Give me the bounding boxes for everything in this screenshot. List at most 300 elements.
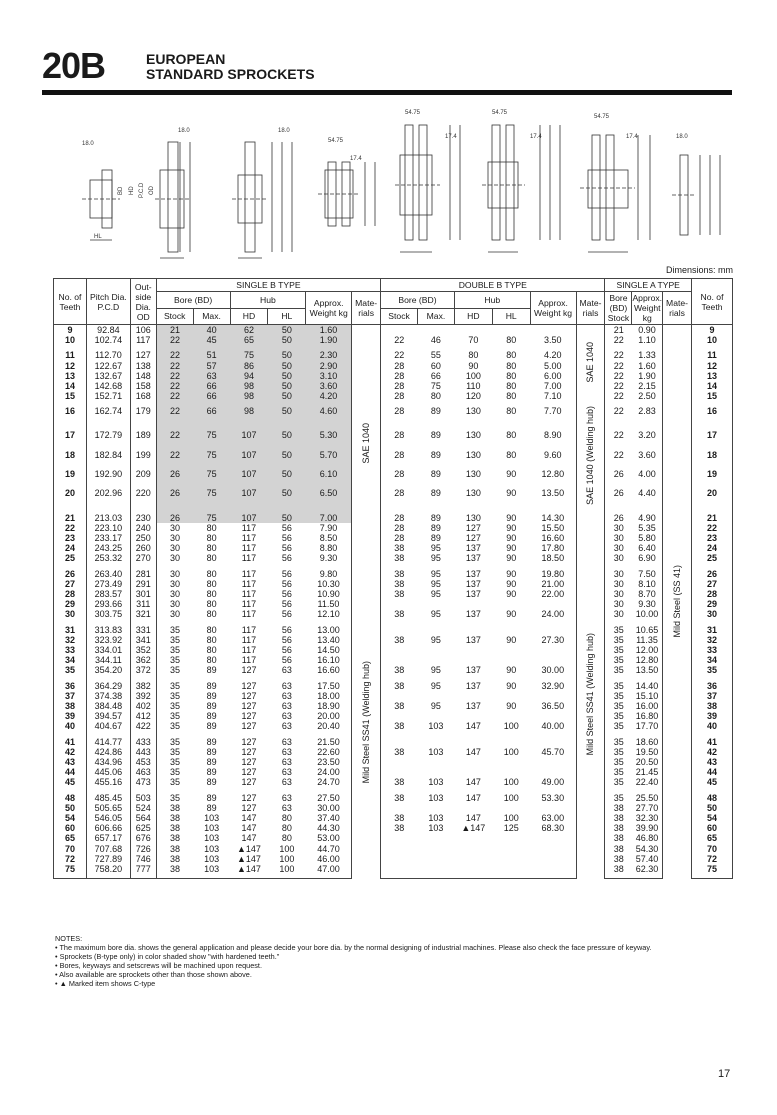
table-row [54, 533, 733, 543]
table-cell: 12.10 [317, 609, 340, 620]
table-cell: 35 [156, 665, 193, 675]
table-cell: 35 [156, 788, 193, 803]
header-single-b: SINGLE B TYPE [156, 279, 380, 292]
table-cell: 19.50 [635, 746, 659, 757]
table-cell: 22 [605, 401, 632, 430]
table-cell: 28 [381, 430, 418, 449]
table-cell: 26 [156, 469, 193, 488]
table-cell [492, 803, 530, 813]
table-cell [492, 711, 530, 721]
table-cell: 27.30 [541, 634, 565, 645]
table-cell: 334.01 [86, 645, 130, 655]
table-cell: 89 [430, 406, 441, 417]
materials-cell [352, 325, 381, 564]
table-cell [530, 767, 576, 777]
header-db-weight: Approx. Weight kg [530, 292, 576, 325]
table-cell: 50 [268, 371, 306, 381]
table-cell [492, 325, 530, 336]
table-cell [418, 833, 455, 843]
table-cell: 26 [156, 488, 193, 507]
table-cell: ▲147 [461, 823, 486, 834]
table-cell: 28 [54, 589, 87, 599]
note-item: • Sprockets (B-type only) in color shaded show "with hardened teeth." [55, 952, 280, 961]
table-cell: 230 [130, 508, 156, 523]
table-cell: 30.00 [317, 802, 340, 813]
table-cell [381, 691, 418, 701]
table-cell: 107 [230, 469, 268, 488]
table-cell: 341 [130, 635, 156, 645]
table-cell: 38 [381, 823, 418, 833]
table-cell: 21.00 [541, 578, 565, 589]
table-row [54, 854, 733, 864]
table-cell: 2.90 [306, 361, 352, 371]
table-cell: 75 [193, 508, 230, 523]
materials-label: Mild Steel SS41 (Welding hub) [585, 633, 596, 756]
table-cell: 30 [156, 579, 193, 589]
table-cell [530, 325, 576, 336]
table-cell: 72 [54, 854, 87, 864]
table-cell: 323.92 [86, 635, 130, 645]
table-cell [454, 691, 492, 701]
table-cell: 10.30 [317, 578, 340, 589]
table-cell: 94 [230, 371, 268, 381]
table-cell: 35 [156, 747, 193, 757]
drawing-double-b-1 [318, 138, 375, 226]
table-cell [418, 864, 455, 879]
table-cell: 657.17 [86, 833, 130, 843]
table-cell: 273.49 [86, 579, 130, 589]
table-cell: 38 [381, 589, 418, 599]
table-cell: 35 [156, 777, 193, 787]
table-cell: 36 [54, 676, 87, 691]
table-cell: 80 [506, 335, 517, 346]
table-cell [530, 803, 576, 813]
table-cell: 27 [54, 579, 87, 589]
table-cell: 30 [605, 543, 632, 553]
table-row [54, 599, 733, 609]
table-row [54, 430, 733, 449]
table-cell: 117 [241, 522, 257, 533]
table-cell: 117 [241, 634, 257, 645]
table-cell: 32 [54, 635, 87, 645]
table-cell: 13.00 [317, 624, 340, 635]
header-teeth-right: No. of Teeth [692, 279, 733, 325]
table-cell: 90 [506, 488, 517, 499]
table-cell: 30 [692, 609, 733, 619]
table-cell: 103 [428, 777, 444, 788]
table-cell: 16.60 [541, 532, 565, 543]
table-cell: 22 [156, 430, 193, 449]
table-cell: 22 [381, 345, 418, 360]
table-cell: 33 [54, 645, 87, 655]
table-row [54, 844, 733, 854]
table-cell: 4.90 [638, 512, 656, 523]
table-row [54, 553, 733, 563]
table-cell: 39.90 [635, 823, 659, 834]
table-cell: 20 [692, 488, 733, 507]
table-cell: 89 [206, 802, 217, 813]
table-cell: 38 [381, 665, 418, 675]
table-cell: 130 [465, 430, 481, 441]
table-row [54, 523, 733, 533]
svg-text:BD: BD [118, 186, 124, 195]
table-cell: 10.65 [635, 624, 659, 635]
table-cell [492, 854, 530, 864]
table-cell: 38 [381, 788, 418, 803]
table-cell: 35 [605, 747, 632, 757]
table-cell: 127 [241, 746, 257, 757]
table-cell: 80 [506, 381, 517, 392]
table-cell: 38 [156, 823, 193, 833]
table-cell: 75 [230, 345, 268, 360]
table-cell: 4.00 [638, 468, 656, 479]
table-cell: 209 [130, 469, 156, 488]
table-cell: 63 [281, 680, 292, 691]
table-cell: 68.30 [541, 823, 565, 834]
table-cell: 12.80 [541, 468, 565, 479]
table-cell: 60 [430, 360, 441, 371]
table-cell: 162.74 [86, 401, 130, 430]
table-cell: 777 [130, 864, 156, 879]
table-cell [492, 655, 530, 665]
table-cell: 54.30 [635, 843, 659, 854]
table-cell: 34 [692, 655, 733, 665]
table-cell: 103 [204, 833, 220, 844]
table-cell: 95 [430, 588, 441, 599]
table-cell: 18.90 [317, 700, 340, 711]
table-cell: 18 [692, 450, 733, 469]
table-cell: 263.40 [86, 564, 130, 579]
table-cell: 38 [381, 701, 418, 711]
table-cell: 90 [506, 588, 517, 599]
table-cell: 51 [193, 345, 230, 360]
table-cell [454, 325, 492, 336]
table-row [54, 833, 733, 843]
table-cell: 39 [54, 711, 87, 721]
table-cell: 28 [381, 381, 418, 391]
table-cell: 75 [692, 864, 733, 879]
table-cell: 80 [506, 449, 517, 460]
table-cell: 98 [230, 391, 268, 401]
table-cell: 21 [692, 508, 733, 523]
table-cell: 38 [605, 803, 632, 813]
table-cell: 117 [130, 335, 156, 345]
table-cell: 40 [54, 721, 87, 731]
table-cell: 27.70 [635, 802, 659, 813]
table-cell: 27.50 [317, 792, 340, 803]
table-cell: 35 [605, 635, 632, 645]
table-cell: 80 [206, 568, 217, 579]
table-cell: 63 [281, 757, 292, 767]
table-cell: 727.89 [86, 854, 130, 864]
table-cell: 30 [156, 553, 193, 563]
table-cell: 331 [130, 620, 156, 635]
table-cell: 13.50 [635, 665, 659, 676]
table-cell: 35 [54, 665, 87, 675]
table-cell: 6.50 [306, 488, 352, 507]
table-cell: 42 [54, 747, 87, 757]
table-cell: 505.65 [86, 803, 130, 813]
table-cell: 137 [465, 700, 481, 711]
table-cell: 35 [605, 788, 632, 803]
table-cell: 137 [465, 588, 481, 599]
table-cell: 463 [130, 767, 156, 777]
table-cell: 127 [241, 665, 257, 676]
svg-text:18.0: 18.0 [278, 128, 290, 134]
table-cell [418, 854, 455, 864]
svg-text:17.4: 17.4 [530, 134, 542, 140]
table-cell: 98 [230, 401, 268, 430]
table-cell: 80 [506, 391, 517, 402]
table-cell: 0.90 [638, 325, 656, 335]
table-cell: 50 [268, 401, 306, 430]
drawing-single-b-3 [232, 128, 292, 258]
table-cell: 103 [428, 792, 444, 803]
materials-label: SAE 1040 [585, 341, 596, 383]
table-cell: 66 [193, 381, 230, 391]
table-cell: 117 [241, 543, 257, 554]
table-cell: 44.30 [317, 823, 340, 834]
table-cell [418, 844, 455, 854]
table-cell: 89 [206, 757, 217, 767]
table-cell: 12 [54, 361, 87, 371]
table-cell: 303.75 [86, 609, 130, 619]
table-cell: 12.00 [635, 644, 659, 655]
table-cell: 127 [241, 680, 257, 691]
table-cell: 25.50 [635, 792, 659, 803]
table-cell: 66 [193, 391, 230, 401]
table-cell: 137 [465, 553, 481, 564]
table-cell: 28 [381, 371, 418, 381]
table-cell [492, 599, 530, 609]
table-cell: 22 [156, 361, 193, 371]
header-single-a: SINGLE A TYPE [605, 279, 692, 292]
table-cell: 6.10 [306, 469, 352, 488]
table-cell: 7.00 [544, 381, 562, 392]
table-cell: 38 [381, 676, 418, 691]
table-cell: 60 [692, 823, 733, 833]
table-cell: 22 [605, 345, 632, 360]
table-cell: 117 [241, 588, 257, 599]
table-cell: 90 [506, 522, 517, 533]
table-row [54, 655, 733, 665]
table-cell: 35 [156, 676, 193, 691]
table-cell: 20 [54, 488, 87, 507]
table-cell: 89 [206, 767, 217, 778]
table-cell: 22.60 [317, 746, 340, 757]
table-cell: 17 [692, 430, 733, 449]
table-cell: 19.80 [541, 568, 565, 579]
table-cell: 24 [54, 543, 87, 553]
table-cell: 202.96 [86, 488, 130, 507]
table-cell: 80 [506, 430, 517, 441]
table-cell: 455.16 [86, 777, 130, 787]
table-cell: 117 [241, 609, 257, 620]
svg-text:54.75: 54.75 [492, 110, 508, 116]
table-cell: 89 [430, 468, 441, 479]
table-cell: 1.90 [306, 335, 352, 345]
table-cell: 30 [605, 523, 632, 533]
table-cell: 80 [206, 578, 217, 589]
table-cell: 103 [428, 823, 444, 834]
table-cell: 25 [54, 553, 87, 563]
table-cell: 344.11 [86, 655, 130, 665]
table-cell: 43 [692, 757, 733, 767]
table-cell: 80 [206, 522, 217, 533]
table-cell: 80 [506, 370, 517, 381]
table-cell: 40 [193, 325, 230, 336]
table-cell: 30 [605, 564, 632, 579]
table-cell: 5.35 [638, 522, 656, 533]
table-cell: 90 [506, 700, 517, 711]
table-cell: 18 [54, 450, 87, 469]
table-cell: 424.86 [86, 747, 130, 757]
table-cell: 17.50 [317, 680, 340, 691]
table-cell: 21.45 [635, 767, 659, 778]
table-cell: 65 [54, 833, 87, 843]
table-cell: 66 [430, 370, 441, 381]
table-cell: 89 [206, 736, 217, 747]
table-row [54, 757, 733, 767]
table-cell: 6.40 [638, 543, 656, 554]
table-cell: 2.50 [638, 391, 656, 402]
header-db-hl: HL [492, 308, 530, 325]
table-cell: 106 [130, 325, 156, 336]
header-db-hub: Hub [454, 292, 530, 309]
table-cell: 147 [465, 721, 481, 732]
table-row [54, 691, 733, 701]
table-cell: 62 [230, 325, 268, 336]
table-cell: 63 [281, 767, 292, 778]
table-cell: 30 [605, 599, 632, 609]
table-cell: 89 [206, 792, 217, 803]
table-cell: 65 [692, 833, 733, 843]
table-cell [530, 691, 576, 701]
table-cell [454, 732, 492, 747]
table-cell: 110 [466, 381, 481, 392]
table-cell: 38 [156, 813, 193, 823]
table-cell: 3.20 [638, 430, 656, 441]
header-sb-hd: HD [230, 308, 268, 325]
table-row [54, 391, 733, 401]
table-cell: 26 [605, 508, 632, 523]
spec-table-body [54, 325, 733, 879]
table-cell: 6.90 [638, 553, 656, 564]
table-cell [381, 325, 418, 336]
table-cell: 92.84 [86, 325, 130, 336]
table-cell: 18.60 [635, 736, 659, 747]
table-cell: 9.30 [319, 553, 338, 564]
table-cell [381, 645, 418, 655]
table-cell: 38 [605, 864, 632, 879]
table-cell: 100 [279, 853, 295, 864]
table-cell [530, 864, 576, 879]
table-row [54, 361, 733, 371]
table-cell [530, 757, 576, 767]
table-cell: 37.40 [317, 813, 340, 824]
table-cell: 22 [156, 345, 193, 360]
table-cell: 707.68 [86, 844, 130, 854]
table-cell: 35 [605, 676, 632, 691]
table-cell: 127 [465, 532, 481, 543]
table-cell: 213.03 [86, 508, 130, 523]
table-cell: 89 [206, 680, 217, 691]
table-cell: 35 [605, 701, 632, 711]
table-cell: 35 [156, 635, 193, 645]
table-cell: 1.60 [638, 360, 656, 371]
table-cell: 41 [54, 732, 87, 747]
table-cell: 89 [206, 700, 217, 711]
table-cell: 321 [130, 609, 156, 619]
table-cell: 28 [381, 488, 418, 507]
table-cell: 35 [156, 767, 193, 777]
svg-text:18.0: 18.0 [178, 128, 190, 134]
table-cell: 8.80 [319, 543, 338, 554]
table-cell: 168 [130, 391, 156, 401]
table-cell [381, 757, 418, 767]
materials-label: Mild Steel SS41 (Welding hub) [361, 661, 372, 784]
svg-text:54.75: 54.75 [405, 110, 421, 116]
table-cell: 38 [381, 747, 418, 757]
table-cell: 89 [206, 665, 217, 676]
table-cell: 35 [605, 777, 632, 787]
table-cell: 63 [281, 700, 292, 711]
table-cell: 127 [241, 700, 257, 711]
table-cell: 30 [605, 589, 632, 599]
table-cell: 758.20 [86, 864, 130, 879]
table-cell: 16 [54, 401, 87, 430]
table-cell: 63 [193, 371, 230, 381]
table-cell: 30 [156, 599, 193, 609]
table-cell: 11.50 [317, 599, 340, 610]
table-cell: 103 [428, 721, 444, 732]
svg-text:17.4: 17.4 [445, 134, 457, 140]
table-cell: 89 [206, 721, 217, 732]
table-cell: 223.10 [86, 523, 130, 533]
table-cell [418, 655, 455, 665]
table-cell: 89 [206, 690, 217, 701]
table-cell: 8.50 [319, 532, 338, 543]
header-rule [42, 90, 732, 95]
table-cell: 5.00 [544, 360, 562, 371]
table-cell: 15 [54, 391, 87, 401]
table-cell [454, 833, 492, 843]
table-cell: 30 [156, 543, 193, 553]
table-cell [381, 833, 418, 843]
series-subtitle: EUROPEAN STANDARD SPROCKETS [146, 51, 315, 82]
table-cell: 127 [241, 767, 257, 778]
table-cell: 80 [206, 588, 217, 599]
table-cell: 22 [156, 335, 193, 345]
table-cell: 11 [54, 345, 87, 360]
table-cell: 147 [241, 813, 257, 824]
table-cell [454, 711, 492, 721]
table-cell [381, 864, 418, 879]
table-cell: 2.15 [638, 381, 656, 392]
header-pitch: Pitch Dia. P.C.D [86, 279, 130, 325]
table-cell: 21 [156, 325, 193, 336]
table-cell: 50 [268, 335, 306, 345]
table-cell: 313.83 [86, 620, 130, 635]
table-cell: 35 [156, 711, 193, 721]
table-cell: 1.60 [306, 325, 352, 336]
table-cell: 22 [156, 401, 193, 430]
table-cell: 90 [506, 568, 517, 579]
table-cell: 352 [130, 645, 156, 655]
table-cell: 38 [156, 803, 193, 813]
table-cell: 4.60 [306, 401, 352, 430]
table-cell: 394.57 [86, 711, 130, 721]
